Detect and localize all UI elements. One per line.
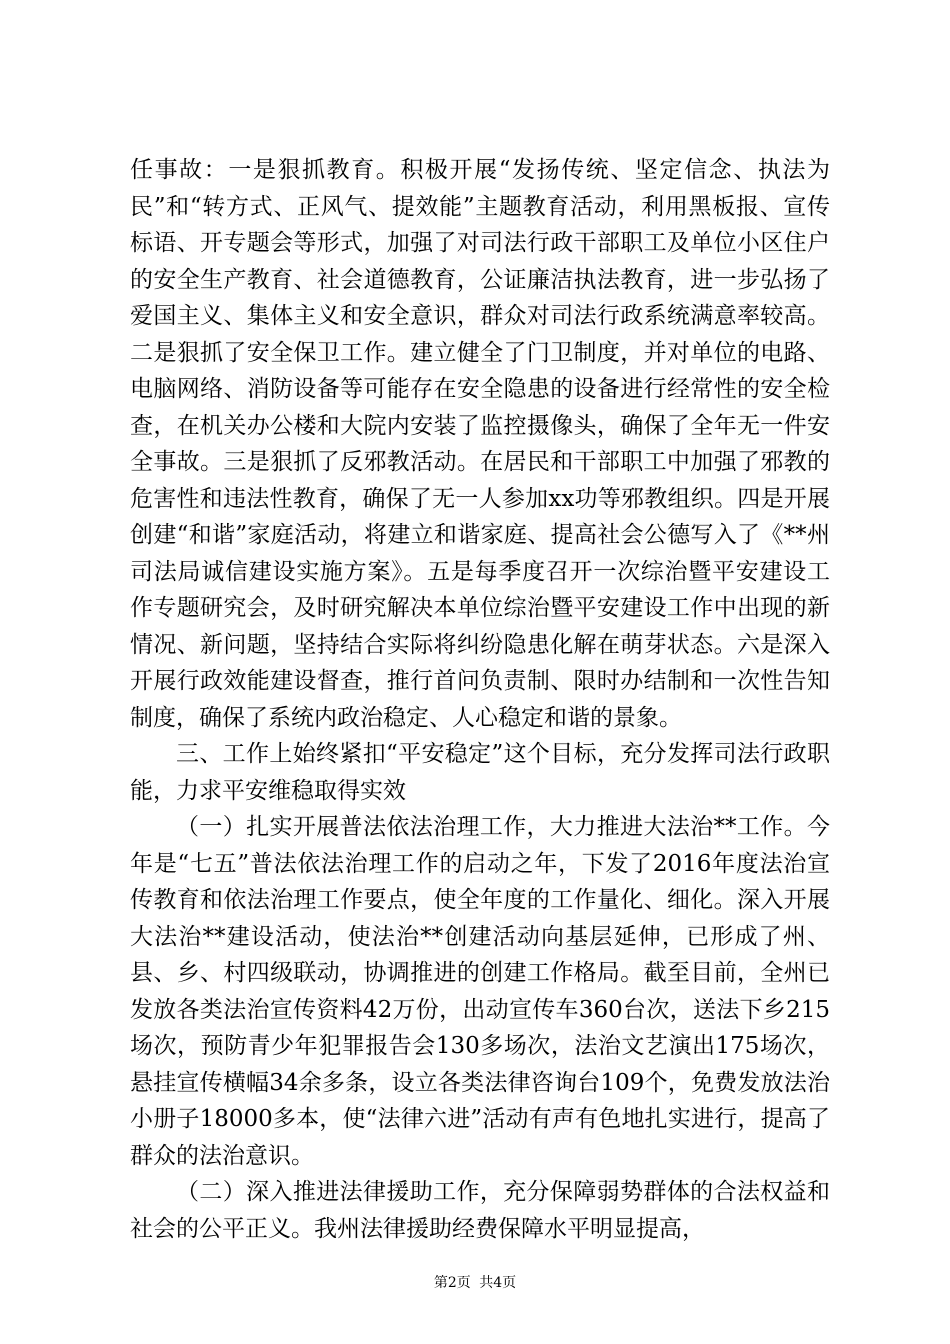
paragraph-1: 任事故：一是狠抓教育。积极开展“发扬传统、坚定信念、执法为民”和“转方式、正风气、提效能”主题教育活动，利用黑板报、宣传标语、开专题会等形式，加强了对司法行政干部职工及单位小区住户的安全生产教育、社会道德教育，公证廉洁执法教育，进一步弘扬了爱国主义、集体主义和安全意识，群众对司法行政系统满意率较高。二是狠抓了安全保卫工作。建立健全了门卫制度，并对单位的电路、电脑网络、消防设备等可能存在安全隐患的设备进行经常性的安全检查，在机关办公楼和大院内安装了监控摄像头，确保了全年无一件安全事故。三是狠抓了反邪教活动。在居民和干部职工中加强了邪教的危害性和违法性教育，确保了无一人参加xx功等邪教组织。四是开展创建“和谐”家庭活动，将建立和谐家庭、提高社会公德写入了《**州司法局诚信建设实施方案》。五是每季度召开一次综治暨平安建设工作专题研究会，及时研究解决本单位综治暨平安建设工作中出现的新情况、新问题，坚持结合实际将纠纷隐患化解在萌芽状态。六是深入开展行政效能建设督查，推行首问负责制、限时办结制和一次性告知制度，确保了系统内政治稳定、人心稳定和谐的景象。 (130, 157, 830, 731)
section-heading-3: 三、工作上始终紧扣“平安稳定”这个目标，充分发挥司法行政职能，力求平安维稳取得实效 (130, 741, 830, 804)
document-body (130, 152, 830, 1247)
page-number: 第2页 (433, 1275, 471, 1291)
page-total: 共4页 (479, 1275, 517, 1291)
page-footer (0, 1272, 950, 1292)
paragraph-legal-aid: （二）深入推进法律援助工作，充分保障弱势群体的合法权益和社会的公平正义。我州法律援助经费保障水平明显提高， (130, 1179, 830, 1242)
paragraph-legal-education: （一）扎实开展普法依法治理工作，大力推进大法治**工作。今年是“七五”普法依法治理工作的启动之年，下发了2016年度法治宣传教育和依法治理工作要点，使全年度的工作量化、细化。深入开展大法治**建设活动，使法治**创建活动向基层延伸，已形成了州、县、乡、村四级联动，协调推进的创建工作格局。截至目前，全州已发放各类法治宣传资料42万份，出动宣传车360台次，送法下乡215场次，预防青少年犯罪报告会130多场次，法治文艺演出175场次，悬挂宣传横幅34余多条，设立各类法律咨询台109个，免费发放法治小册子18000多本，使“法律六进”活动有声有色地扎实进行，提高了群众的法治意识。 (130, 814, 830, 1169)
